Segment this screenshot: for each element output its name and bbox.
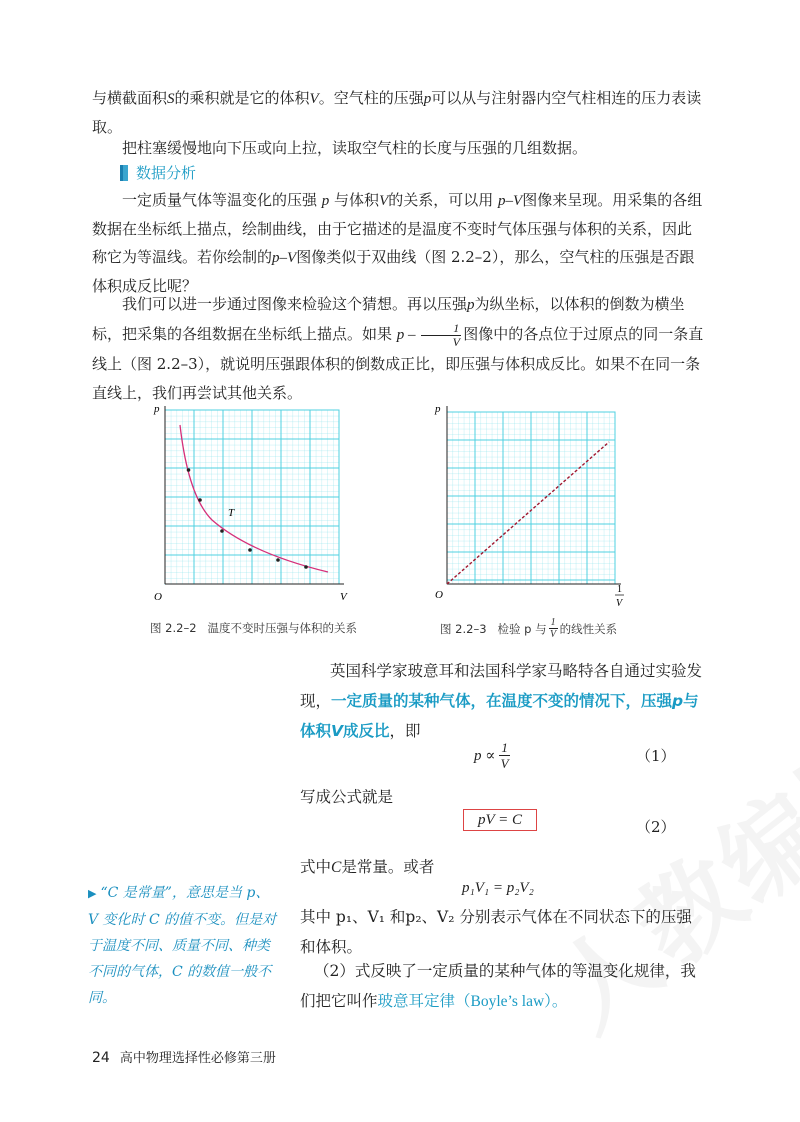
section-heading [120, 162, 196, 183]
book-title: 高中物理选择性必修第三册 [119, 1051, 276, 1066]
data-point [187, 468, 191, 472]
origin-label: O [154, 591, 162, 603]
figure-pv-isotherm [140, 400, 360, 610]
data-point [248, 548, 252, 552]
triangle-bullet-icon: ▶ [88, 887, 97, 900]
x-axis-label: V [340, 591, 347, 603]
y-axis-label: p [154, 403, 160, 415]
data-point [276, 558, 280, 562]
section-title: 数据分析 [136, 164, 197, 182]
section-marker-icon [120, 165, 128, 181]
figure-p-inverse-v [425, 400, 635, 615]
equation-1: p ∝ $\frac{1}{V}$ [474, 740, 509, 771]
page-footer [92, 1047, 276, 1066]
y-axis-label: p [435, 403, 441, 415]
data-point [198, 498, 202, 502]
paragraph-3: 一定质量气体等温变化的压强 p 与体积V的关系，可以用 p–V图像来呈现。用采集的各组数据在坐标纸上描点，绘制曲线，由于它描述的是温度不变时气体压强与体积的关系，因此称它为等温线。若你绘制的p–V图像类似于双曲线（图 2.2–2），那么，空气柱的压强是否跟体积成反比呢？ [92, 191, 703, 295]
equation-2-number: （2） [636, 818, 676, 836]
paragraph-2: 把柱塞缓慢地向下压或向上拉，读取空气柱的长度与压强的几组数据。 [122, 139, 588, 157]
figure-2-caption: 图 2.2–3 检验 p 与 $\frac{1}{V}$ 的线性关系 [440, 617, 618, 640]
variables-note: 其中 p₁、V₁ 和p₂、V₂ 分别表示气体在不同状态下的压强和体积。 [300, 908, 692, 956]
page-number: 24 [92, 1050, 110, 1066]
equation-3: p₁V₁ = p₂V₂ [462, 880, 534, 896]
boyles-law-paragraph: （2）式反映了一定质量的某种气体的等温变化规律，我们把它叫作玻意耳定律（Boyle’s law）。 [300, 962, 696, 1010]
equation-2: pV = C [463, 812, 537, 829]
fraction: $\frac{1}{V}$ [421, 322, 461, 349]
constant-note: 式中C是常量。或者 [300, 858, 435, 876]
paragraph-1: 与横截面积S的乘积就是它的体积V。空气柱的压强p可以从与注射器内空气柱相连的压力表读取。 [92, 89, 702, 136]
equation-1-number: （1） [636, 747, 676, 765]
figure-1-caption: 图 2.2–2 温度不变时压强与体积的关系 [150, 621, 357, 635]
x-axis-label-den: V [616, 598, 623, 609]
curve-label: T [228, 507, 235, 519]
data-point [220, 529, 224, 533]
formula-intro: 写成公式就是 [300, 788, 394, 806]
origin-label: O [435, 589, 443, 601]
paragraph-4: 我们可以进一步通过图像来检验这个猜想。再以压强p为纵坐标，以体积的倒数为横坐标，把采集的各组数据在坐标纸上描点。如果 p – $\frac{1}{V}$ 图像中的各点位于过原点的同一条直线上（图 2.2–3），就说明压强跟体积的倒数成正比，即压强与体积成反比。如果不在同一条直线上，我们再尝试其他关系。 [92, 295, 704, 402]
boyle-statement: 英国科学家玻意耳和法国科学家马略特各自通过实验发现，一定质量的某种气体，在温度不变的情况下，压强p与体积V成反比，即 [300, 662, 703, 740]
data-point [304, 565, 308, 569]
x-axis-label-num: 1 [617, 584, 622, 595]
side-note: ▶ “C 是常量”，意思是当 p、V 变化时 C 的值不变。但是对于温度不同、质量不同、种类不同的气体，C 的数值一般不同。 [88, 885, 277, 1006]
